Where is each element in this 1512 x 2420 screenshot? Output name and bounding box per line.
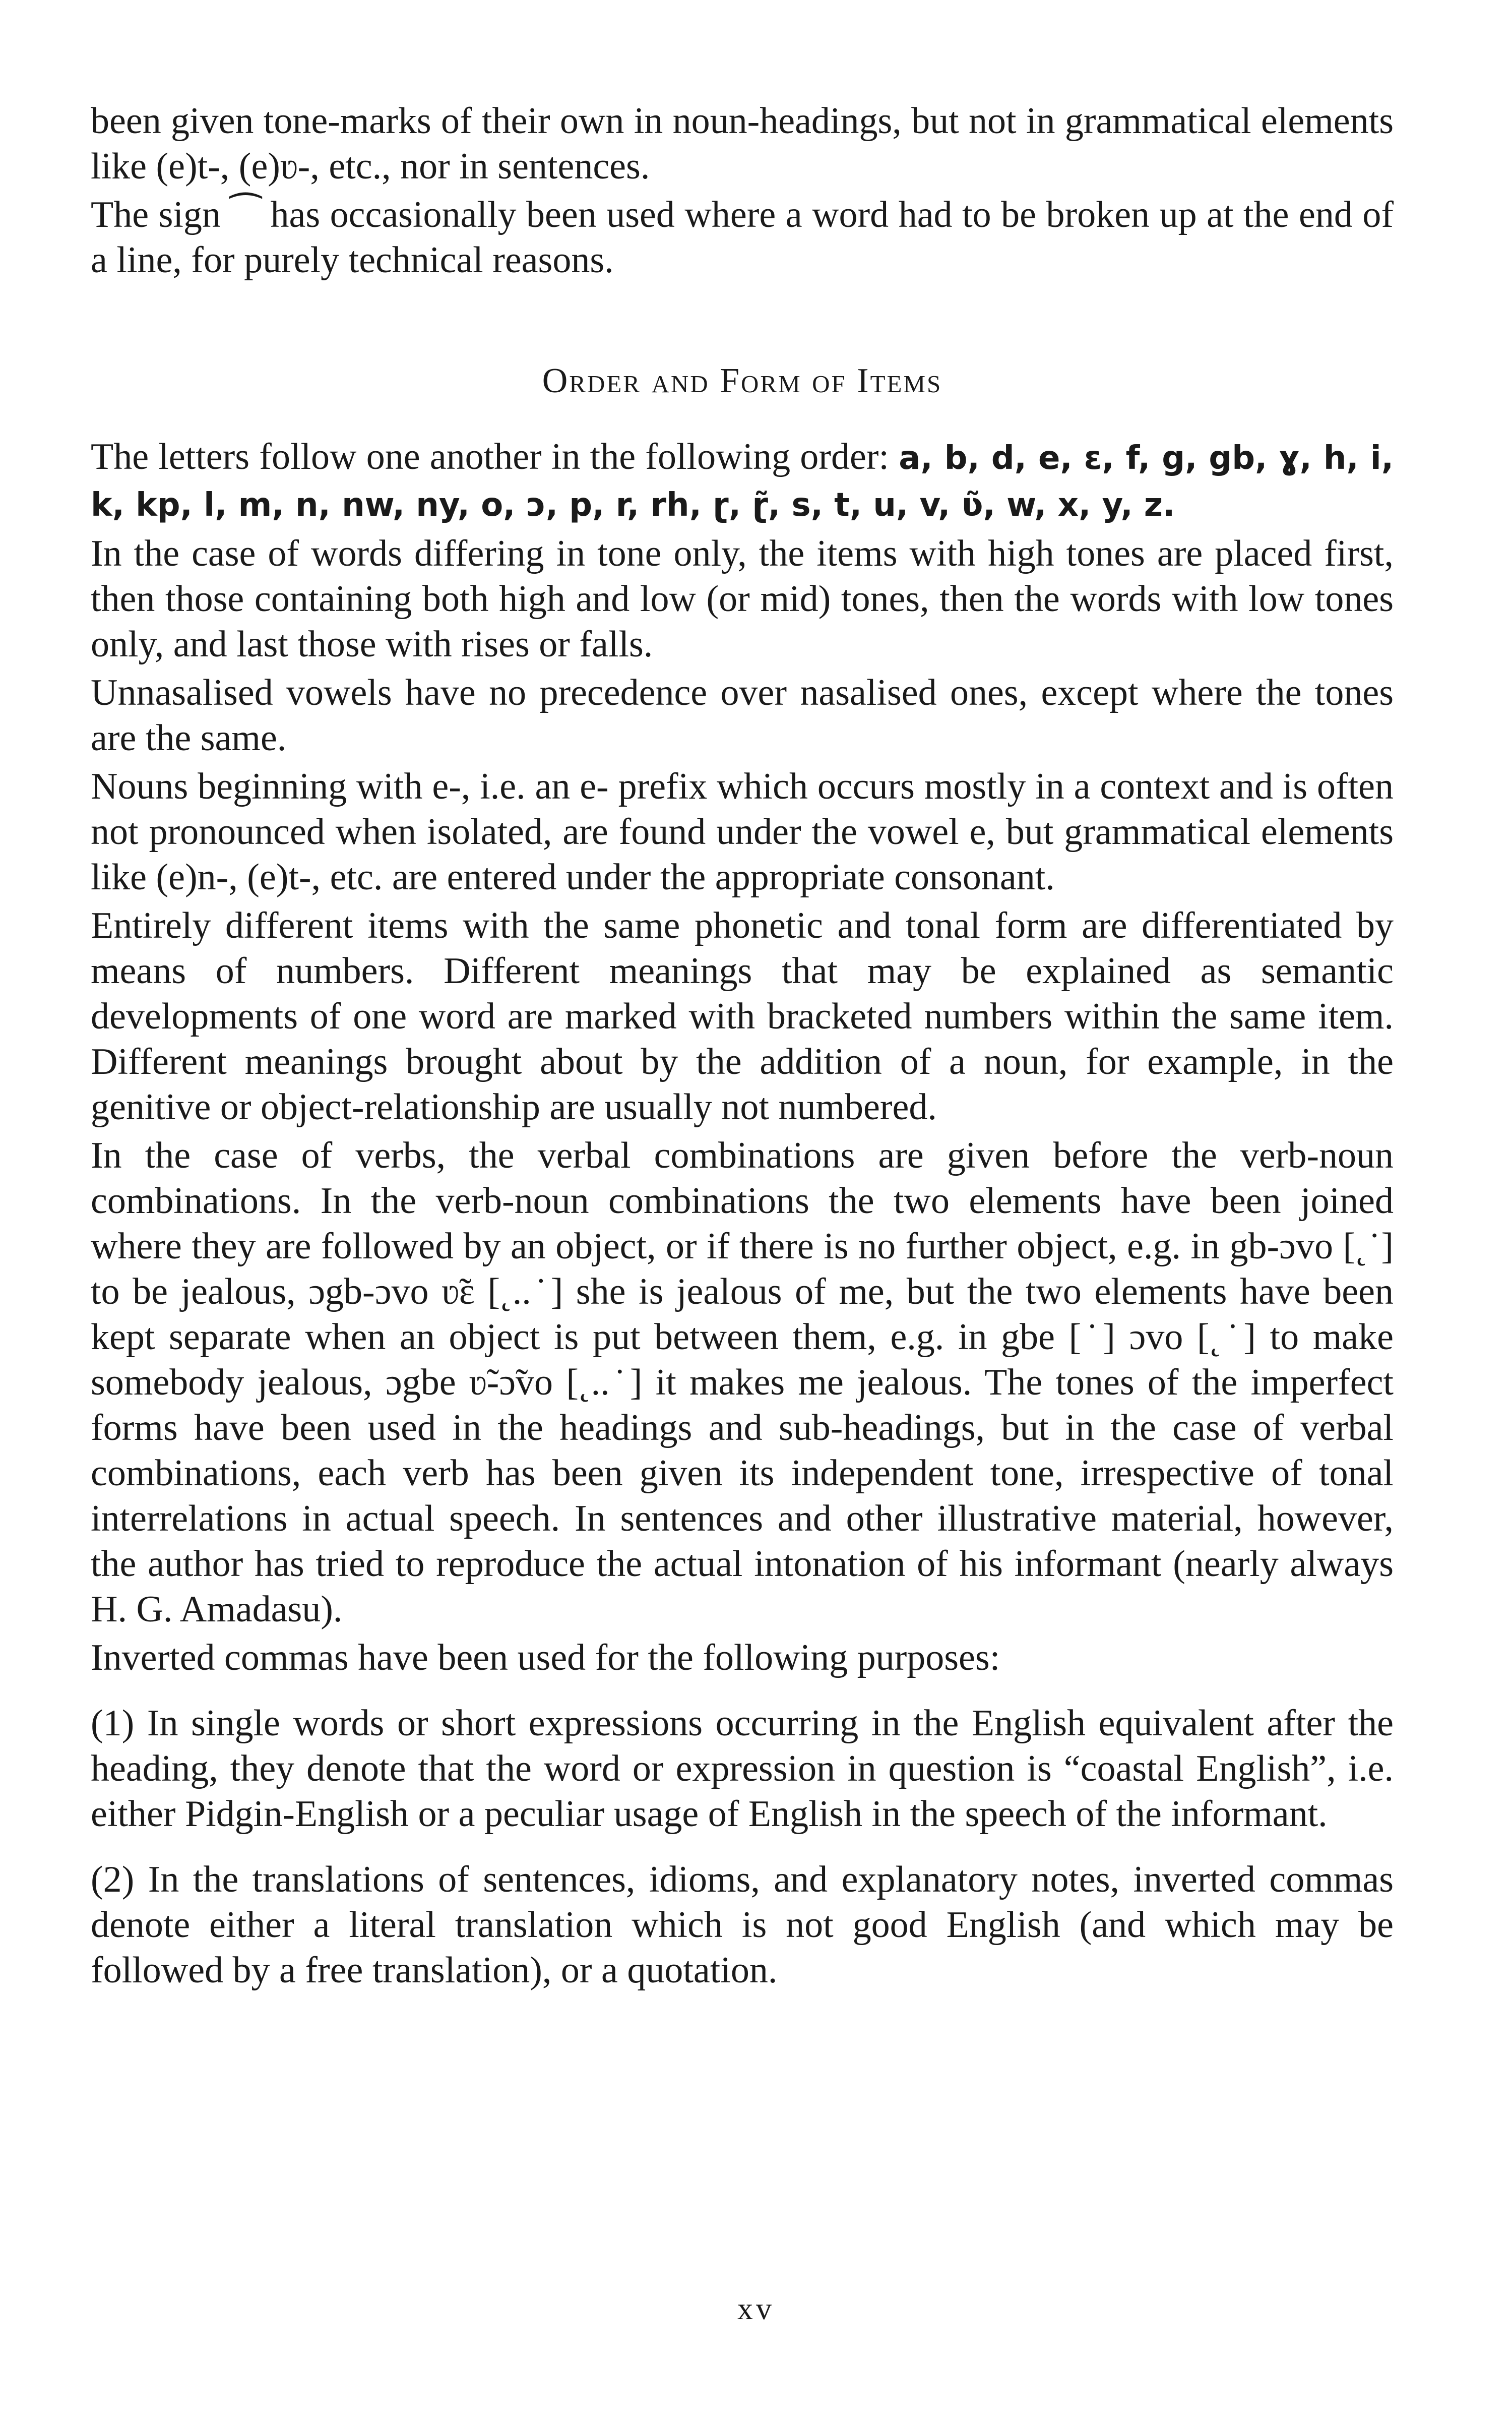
paragraph-nouns-prefix: Nouns beginning with e-, i.e. an e- prefix which occurs mostly in a context and is often not pronounced when isolated, are found under the vowel e, but grammatical elements like (e)n-, (e)t-, etc. are entered under the appropriate consonant.: [91, 766, 1394, 898]
paragraph-purpose-2: (2) In the translations of sentences, idioms, and explanatory notes, inverted commas denote either a literal translation which is not good English (and which may be followed by a free translation), or a quotation.: [91, 1859, 1394, 1991]
paragraph-verbs: In the case of verbs, the verbal combinations are given before the verb-noun combinations. In the verb-noun combinations the two elements have been joined where they are followed by an object, or if there is no further object, e.g. in gb-ɔvo [˛˙] to be jealous, ɔgb-ɔvo ʋ̃ɛ [˛..˙] she is jealous of me, but the two elements have been kept separate when an object is put between them, e.g. in gbe [˙] ɔvo [˛˙] to make somebody jealous, ɔgbe ʋ̃-ɔ̃vo [˛..˙] it makes me jealous. The tones of the imperfect forms have been used in the headings and sub-headings, but in the case of verbal combinations, each verb has been given its independent tone, irrespective of tonal interrelations in actual speech. In sentences and other illustrative material, however, the author has tried to reproduce the actual intonation of his informant (nearly always H. G. Amadasu).: [91, 1135, 1394, 1630]
intro-paragraph-2: The sign ⁀ has occasionally been used where a word had to be broken up at the end of a line, for purely technical reasons.: [91, 194, 1394, 281]
paragraph-numbering: Entirely different items with the same phonetic and tonal form are differentiated by means of numbers. Different meanings that may be explained as semantic developments of one word are marked with bracketed numbers within the same item. Different meanings brought about by the addition of a noun, for example, in the genitive or object-relationship are usually not numbered.: [91, 905, 1394, 1128]
paragraph-purpose-1: (1) In single words or short expressions occurring in the English equivalent after the heading, they denote that the word or expression in question is “coastal English”, i.e. either Pidgin-English or a peculiar usage of English in the speech of the informant.: [91, 1703, 1394, 1835]
page-body: [91, 98, 1394, 1993]
paragraph-tone-order: In the case of words differing in tone only, the items with high tones are placed first, then those containing both high and low (or mid) tones, then the words with low tones only, and last those with rises or falls.: [91, 533, 1394, 665]
paragraph-letter-order: [91, 434, 1394, 528]
paragraph-inverted-commas: Inverted commas have been used for the following purposes:: [91, 1637, 1000, 1678]
paragraph-letter-order-text: The letters follow one another in the following order:: [91, 436, 899, 477]
paragraph-nasalised: Unnasalised vowels have no precedence over nasalised ones, except where the tones are the same.: [91, 672, 1394, 759]
page-number: xv: [737, 2292, 775, 2326]
intro-paragraph-1: been given tone-marks of their own in noun-headings, but not in grammatical elements like (e)t-, (e)ʋ-, etc., nor in sentences.: [91, 100, 1394, 187]
section-heading: Order and Form of Items: [542, 361, 942, 400]
alphabet-order-list: a, b, d, e, ɛ, f, g, gb, ɣ, h, i, k, kp, l, m, n, nw, ny, o, ɔ, p, r, rh, ɽ, ɽ̃, s, t, u, v, ʋ̃, w, x, y, z.: [91, 440, 1394, 524]
